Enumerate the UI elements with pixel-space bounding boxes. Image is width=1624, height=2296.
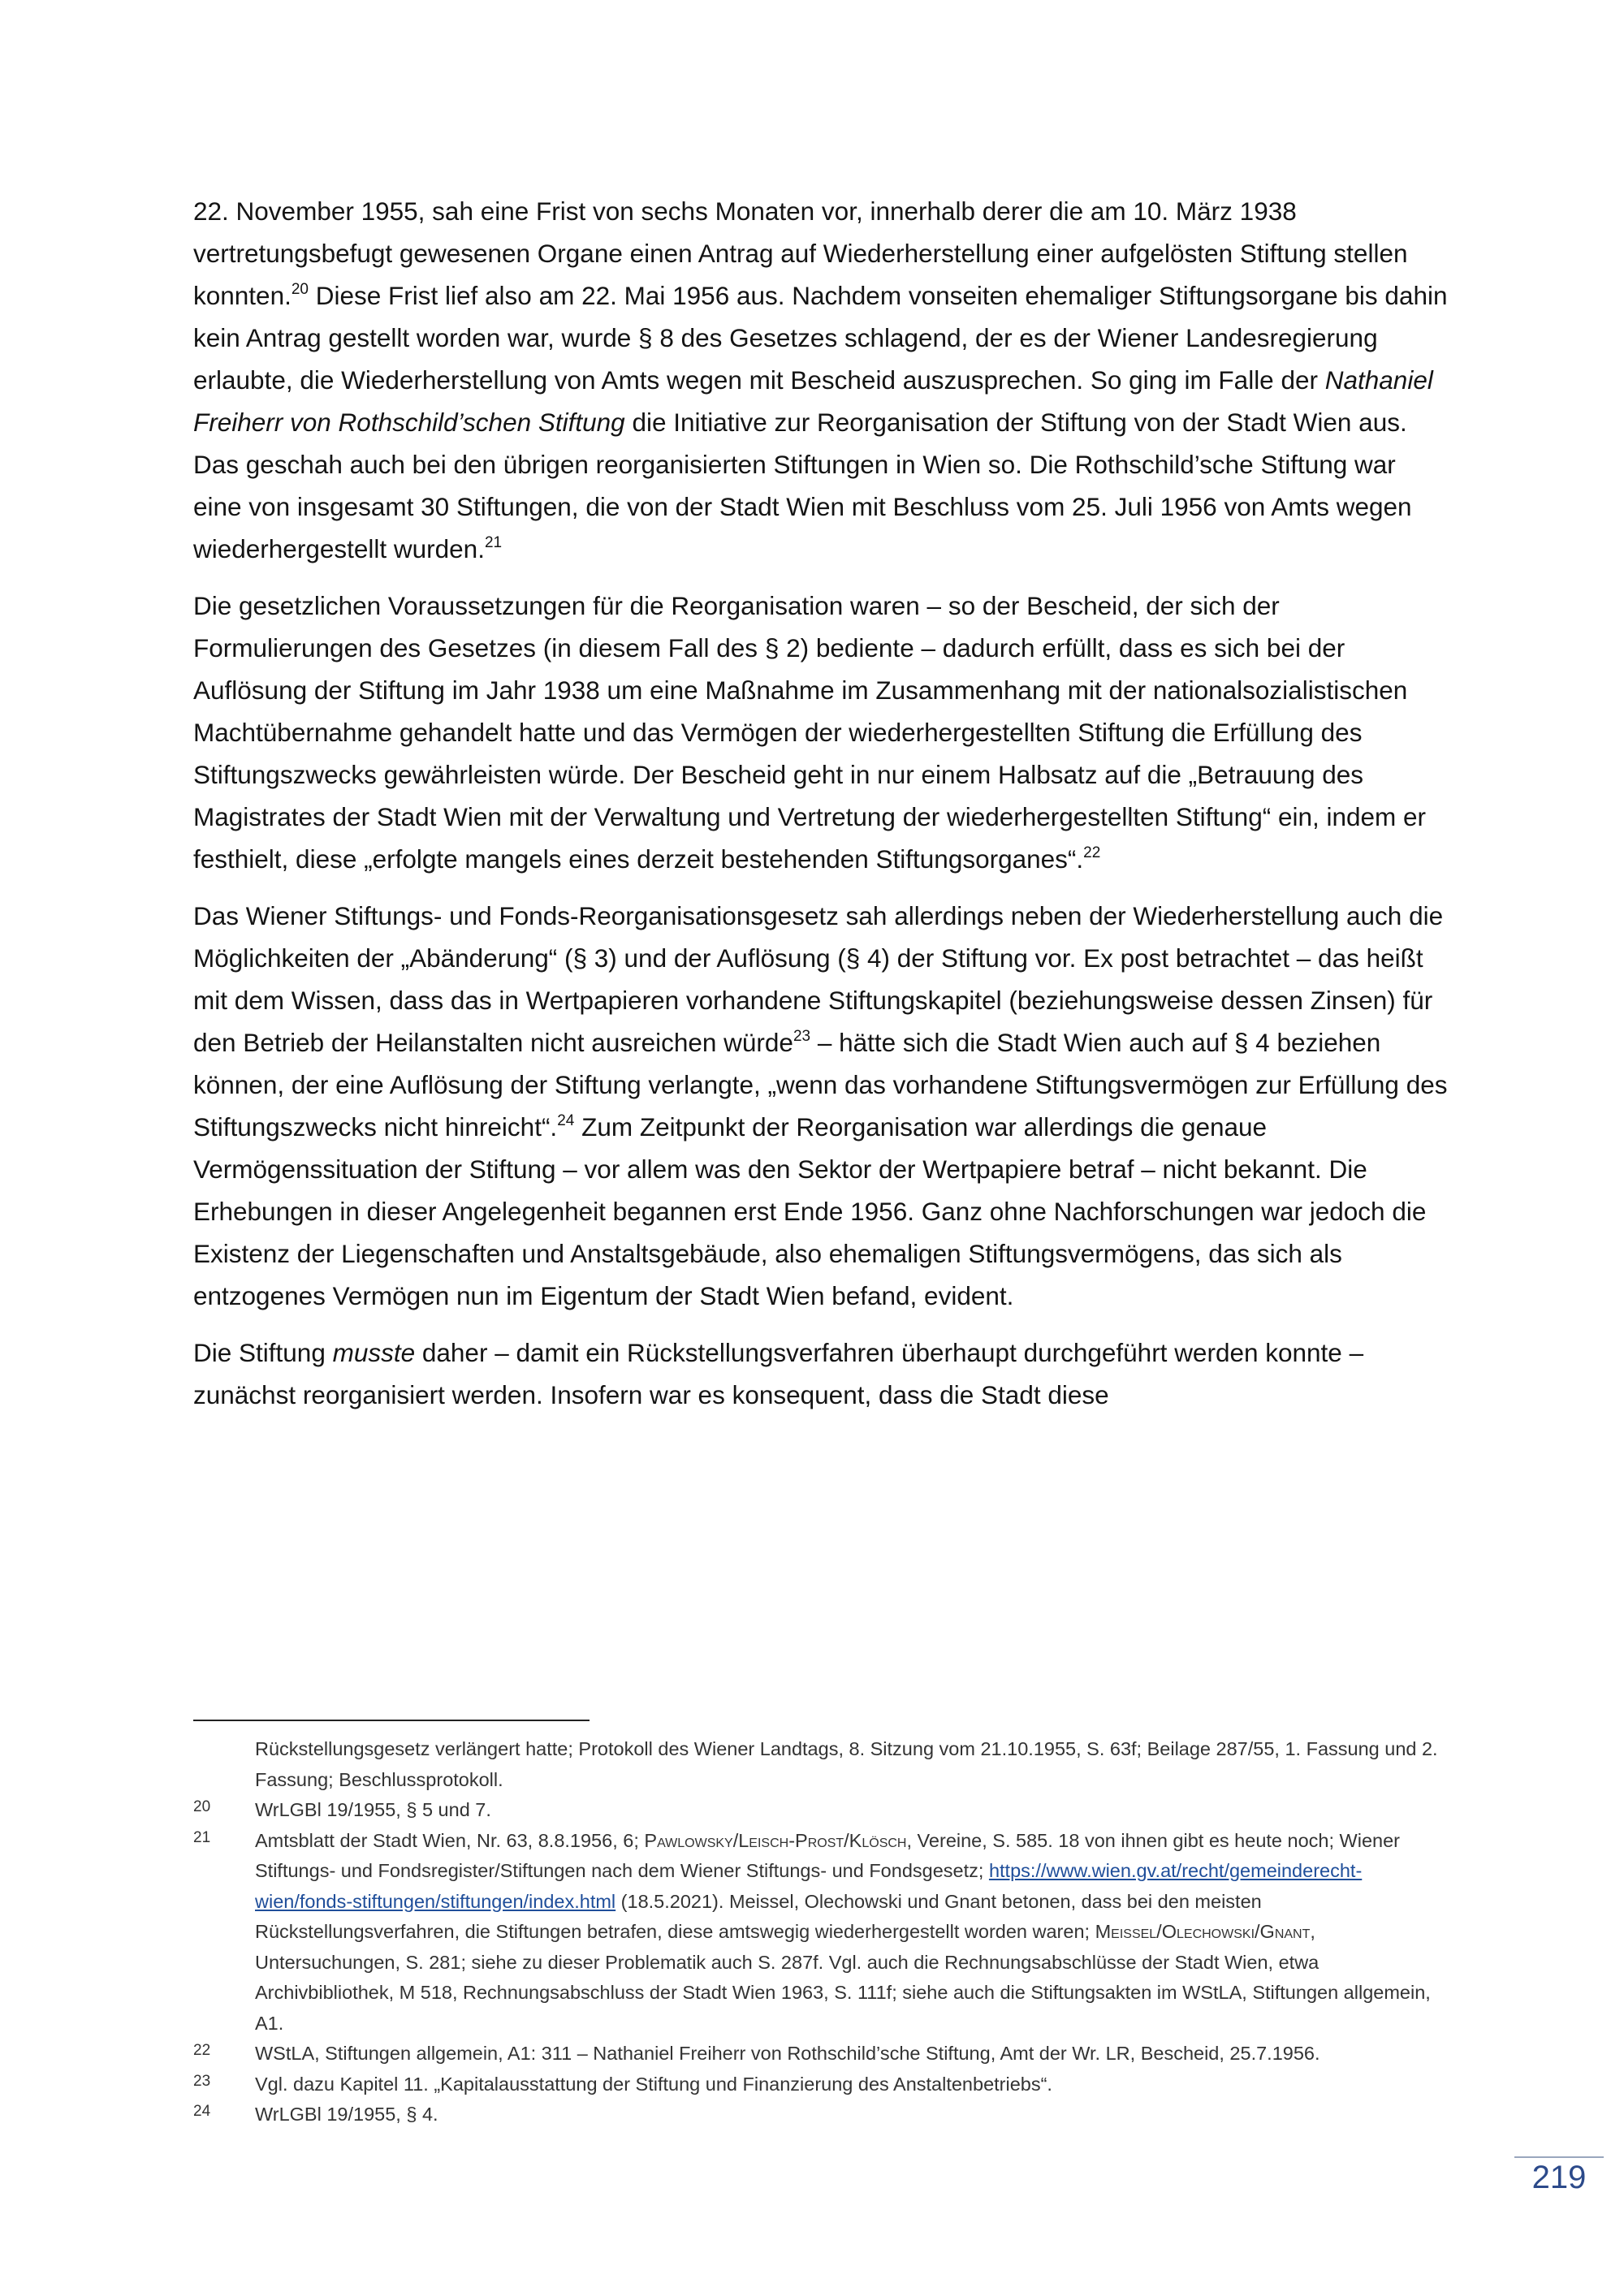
footnote-number: 20 — [193, 1798, 211, 1815]
footnote-link[interactable]: https://www.wien.gv.at/recht/gemeinderecht-wien/fonds-stiftungen/stiftungen/index.html — [255, 1860, 1363, 1912]
footnote-ref-23[interactable]: 23 — [793, 1028, 811, 1045]
footnote-text: , Untersuchungen, S. 281; siehe zu dieser Problematik auch S. 287f. Vgl. auch die Rechnungsabschlüsse der Stadt Wien, etwa Archivbibliothek, M 518, Rechnungsabschluss der Stadt Wien 1963, S. 111f; siehe auch die Stiftungsakten im WStLA, Stiftungen allgemein, A1. — [255, 1921, 1431, 2034]
paragraph-2 — [193, 585, 1448, 880]
footnote-24 — [193, 2100, 1448, 2130]
footnote-continuation — [193, 1734, 1448, 1795]
paragraph-1 — [193, 190, 1448, 570]
footnote-text: Amtsblatt der Stadt Wien, Nr. 63, 8.8.1956, 6; — [255, 1829, 645, 1851]
footnote-text: WrLGBl 19/1955, § 5 und 7. — [255, 1799, 491, 1820]
text-run: daher – damit ein Rückstellungsverfahren überhaupt durchgeführt werden konnte – zunächst reorganisiert werden. Insofern war es konsequent, dass die Stadt diese — [193, 1338, 1364, 1409]
text-run: – hätte sich die Stadt Wien auch auf § 4 beziehen können, der eine Auflösung der Stiftung verlangte, „wenn das vorhandene Stiftungsvermögen zur Erfüllung des Stiftungszwecks nicht hinreicht“. — [193, 1028, 1448, 1142]
text-run: Diese Frist lief also am 22. Mai 1956 aus. Nachdem vonseiten ehemaliger Stiftungsorgane bis dahin kein Antrag gestellt worden war, wurde § 8 des Gesetzes schlagend, der es der Wiener Landesregierung erlaubte, die Wiederherstellung von Amts wegen mit Bescheid auszusprechen. So ging im Falle der — [193, 281, 1448, 395]
foundation-name: Nathaniel Freiherr von Rothschild’schen Stiftung — [193, 365, 1433, 437]
footnotes — [193, 1734, 1448, 2130]
footnote-21 — [193, 1826, 1448, 2039]
footnote-text: WrLGBl 19/1955, § 4. — [255, 2104, 438, 2125]
footnote-text: WStLA, Stiftungen allgemein, A1: 311 – Nathaniel Freiherr von Rothschild’sche Stiftung, Amt der Wr. LR, Bescheid, 25.7.1956. — [255, 2043, 1320, 2064]
footnote-text: , Vereine, S. 585. 18 von ihnen gibt es heute noch; Wiener Stiftungs- und Fondsregister/Stiftungen nach dem Wiener Stiftungs- und Fondsgesetz; — [255, 1829, 1400, 1881]
footnote-text: Vgl. dazu Kapitel 11. „Kapitalausstattung der Stiftung und Finanzierung des Anstaltenbetriebs“. — [255, 2073, 1052, 2095]
author-names: Meissel/Olechowski/Gnant — [1095, 1921, 1311, 1942]
footnote-ref-22[interactable]: 22 — [1083, 844, 1101, 861]
footnote-23 — [193, 2069, 1448, 2100]
footnote-20 — [193, 1795, 1448, 1826]
text-run: Die Stiftung — [193, 1338, 333, 1367]
footnote-text: (18.5.2021). Meissel, Olechowski und Gnant betonen, dass bei den meisten Rückstellungsverfahren, die Stiftungen betrafen, diese amtswegig wiederhergestellt worden waren; — [255, 1890, 1262, 1942]
footnote-ref-24[interactable]: 24 — [557, 1112, 575, 1129]
footnote-ref-21[interactable]: 21 — [484, 534, 503, 551]
paragraph-4 — [193, 1331, 1448, 1416]
text-run: Das Wiener Stiftungs- und Fonds-Reorganisationsgesetz sah allerdings neben der Wiederherstellung auch die Möglichkeiten der „Abänderung“ (§ 3) und der Auflösung (§ 4) der Stiftung vor. Ex post betrachtet – das heißt mit dem Wissen, dass das in Wertpapieren vorhandene Stiftungskapitel (beziehungsweise dessen Zinsen) für den Betrieb der Heilanstalten nicht ausreichen würde — [193, 901, 1444, 1057]
footnote-ref-20[interactable]: 20 — [291, 281, 309, 298]
footnote-separator — [193, 1720, 590, 1721]
footnote-text: Rückstellungsgesetz verlängert hatte; Protokoll des Wiener Landtags, 8. Sitzung vom 21.10.1955, S. 63f; Beilage 287/55, 1. Fassung und 2. Fassung; Beschlussprotokoll. — [255, 1738, 1438, 1790]
footnote-number: 22 — [193, 2042, 211, 2059]
footnote-number: 23 — [193, 2072, 211, 2090]
page-number-rule — [1514, 2156, 1604, 2158]
author-names: Pawlowsky/Leisch-Prost/Klösch — [644, 1829, 907, 1851]
text-run: die Initiative zur Reorganisation der Stiftung von der Stadt Wien aus. Das geschah auch bei den übrigen reorganisierten Stiftungen in Wien so. Die Rothschild’sche Stiftung war eine von insgesamt 30 Stiftungen, die von der Stadt Wien mit Beschluss vom 25. Juli 1956 von Amts wegen wiederhergestellt wurden. — [193, 408, 1412, 563]
footnote-number: 24 — [193, 2103, 211, 2120]
text-run: Die gesetzlichen Voraussetzungen für die Reorganisation waren – so der Bescheid, der sich der Formulierungen des Gesetzes (in diesem Fall des § 2) bediente – dadurch erfüllt, dass es sich bei der Auflösung der Stiftung im Jahr 1938 um eine Maßnahme im Zusammenhang mit der nationalsozialistischen Machtübernahme gehandelt hatte und das Vermögen der wiederhergestellten Stiftung die Erfüllung des Stiftungszwecks gewährleisten würde. Der Bescheid geht in nur einem Halbsatz auf die „Betrauung des Magistrates der Stadt Wien mit der Verwaltung und Vertretung der wiederhergestellten Stiftung“ ein, indem er festhielt, diese „erfolgte mangels eines derzeit bestehenden Stiftungsorganes“. — [193, 591, 1427, 874]
page-number: 219 — [1531, 2160, 1587, 2195]
text-run: Zum Zeitpunkt der Reorganisation war allerdings die genaue Vermögenssituation der Stiftung – vor allem was den Sektor der Wertpapiere betraf – nicht bekannt. Die Erhebungen in dieser Angelegenheit begannen erst Ende 1956. Ganz ohne Nachforschungen war jedoch die Existenz der Liegenschaften und Anstaltsgebäude, also ehemaligen Stiftungsvermögens, das sich als entzogenes Vermögen nun im Eigentum der Stadt Wien befand, evident. — [193, 1112, 1427, 1310]
paragraph-3 — [193, 895, 1448, 1317]
emphasis-musste: musste — [332, 1338, 416, 1367]
footnote-22 — [193, 2039, 1448, 2069]
body-text — [193, 190, 1448, 1431]
text-run: 22. November 1955, sah eine Frist von sechs Monaten vor, innerhalb derer die am 10. März 1938 vertretungsbefugt gewesenen Organe einen Antrag auf Wiederherstellung einer aufgelösten Stiftung stellen konnten. — [193, 196, 1408, 310]
footnote-number: 21 — [193, 1828, 211, 1846]
